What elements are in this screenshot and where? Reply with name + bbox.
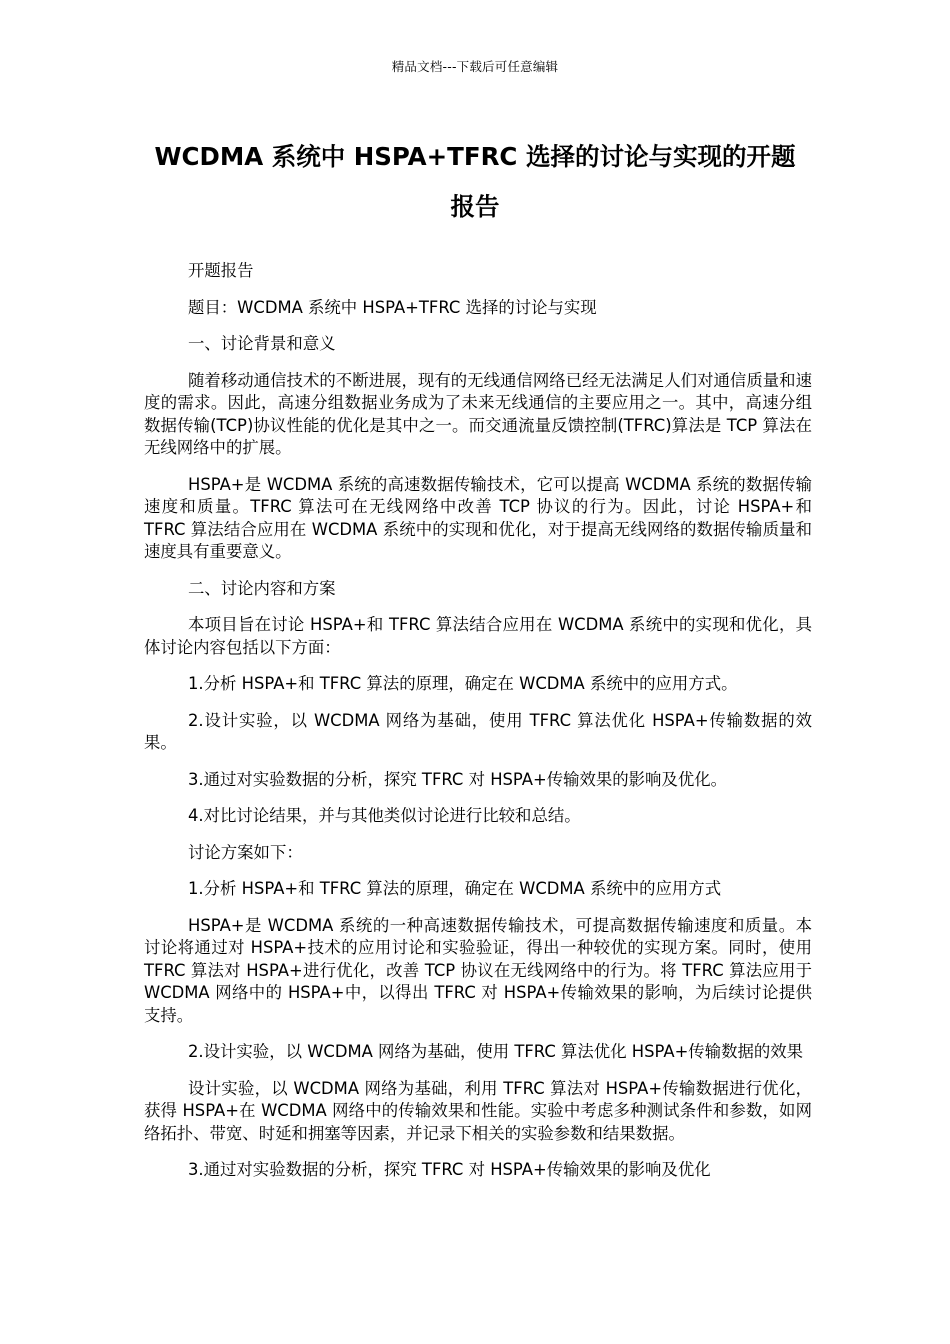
document-body [144,260,812,1196]
paragraph: 讨论方案如下： [188,842,303,862]
paragraph: 设计实验，以 WCDMA 网络为基础，利用 TFRC 算法对 HSPA+传输数据进行优化，获得 HSPA+在 WCDMA 网络中的传输效果和性能。实验中考虑多种测试条件和参数，如网络拓扑、带宽、时延和拥塞等因素，并记录下相关的实验参数和结果数据。 [144,1078,812,1143]
list-item: 3.通过对实验数据的分析，探究 TFRC 对 HSPA+传输效果的影响及优化 [188,1160,711,1179]
header-note: 精品文档---下载后可任意编辑 [391,59,559,74]
section-heading: 二、讨论内容和方案 [188,578,336,598]
paragraph: HSPA+是 WCDMA 系统的一种高速数据传输技术，可提高数据传输速度和质量。本讨论将通过对 HSPA+技术的应用讨论和实验验证，得出一种较优的实现方案。同时，使用 TFRC 算法对 HSPA+进行优化，改善 TCP 协议在无线网络中的行为。将 TFRC 算法应用于 WCDMA 网络中的 HSPA+中，以得出 TFRC 对 HSPA+传输效果的影响，为后续讨论提供支持。 [144,915,812,1025]
paragraph: 本项目旨在讨论 HSPA+和 TFRC 算法结合应用在 WCDMA 系统中的实现和优化，具体讨论内容包括以下方面： [144,615,812,657]
paragraph: 随着移动通信技术的不断进展，现有的无线通信网络已经无法满足人们对通信质量和速度的需求。因此，高速分组数据业务成为了未来无线通信的主要应用之一。其中，高速分组数据传输(TCP)协议性能的优化是其中之一。而交通流量反馈控制(TFRC)算法是 TCP 算法在无线网络中的扩展。 [144,370,812,457]
document-title: WCDMA 系统中 HSPA+TFRC 选择的讨论与实现的开题报告 [154,142,796,221]
paragraph: 开题报告 [188,261,254,280]
list-item: 2.设计实验，以 WCDMA 网络为基础，使用 TFRC 算法优化 HSPA+传输数据的效果 [188,1042,804,1061]
list-item: 2.设计实验，以 WCDMA 网络为基础，使用 TFRC 算法优化 HSPA+传输数据的效果。 [144,710,812,752]
section-heading: 一、讨论背景和意义 [188,334,336,353]
list-item: 1.分析 HSPA+和 TFRC 算法的原理，确定在 WCDMA 系统中的应用方式。 [188,674,738,693]
list-item: 4.对比讨论结果，并与其他类似讨论进行比较和总结。 [188,806,581,825]
paragraph: 题目：WCDMA 系统中 HSPA+TFRC 选择的讨论与实现 [188,297,597,317]
paragraph: HSPA+是 WCDMA 系统的高速数据传输技术，它可以提高 WCDMA 系统的数据传输速度和质量。TFRC 算法可在无线网络中改善 TCP 协议的行为。因此，讨论 HSPA+和 TFRC 算法结合应用在 WCDMA 系统中的实现和优化，对于提高无线网络的数据传输质量和速度具有重要意义。 [144,474,812,561]
list-item: 1.分析 HSPA+和 TFRC 算法的原理，确定在 WCDMA 系统中的应用方式 [188,879,722,898]
list-item: 3.通过对实验数据的分析，探究 TFRC 对 HSPA+传输效果的影响及优化。 [188,769,727,789]
